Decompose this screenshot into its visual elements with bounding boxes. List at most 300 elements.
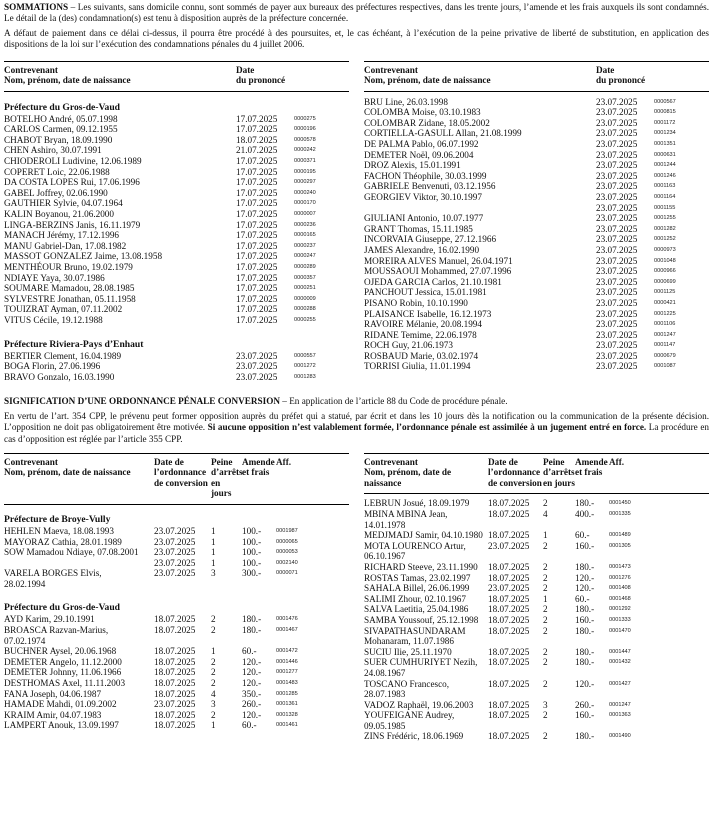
pronounced-date: 23.07.2025 — [596, 329, 638, 340]
section-heading: Préfecture du Gros-de-Vaud — [4, 101, 121, 113]
table-row — [4, 372, 349, 383]
case-reference: 0000679 — [654, 352, 676, 359]
offender-name-line: HAMADE Mahdi, 01.09.2002 — [4, 699, 117, 710]
pronounced-date: 23.07.2025 — [596, 149, 638, 160]
case-reference: 0000357 — [294, 274, 316, 281]
offender-name — [364, 604, 488, 615]
offender-birthdate-line: 24.08.1967 — [364, 667, 406, 678]
pronounced-date: 23.07.2025 — [596, 223, 638, 234]
pronounced-date: 23.07.2025 — [596, 319, 638, 330]
offender-name — [364, 203, 596, 214]
table-row — [4, 699, 349, 710]
offender-name: BRAVO Gonzalo, 16.03.1990 — [4, 371, 115, 382]
signification-paragraph-2 — [4, 411, 709, 445]
case-reference: 0001432 — [609, 659, 631, 666]
offender-name-line: VADOZ Raphaël, 19.06.2003 — [364, 699, 474, 710]
conversion-date: 23.07.2025 — [154, 568, 196, 579]
sommations-heading: SOMMATIONS — [4, 2, 69, 12]
days-of-arrest: 2 — [543, 646, 548, 657]
case-reference: 0001361 — [276, 701, 298, 708]
offender-name-line: LEBRUN Josué, 18.09.1979 — [364, 498, 470, 509]
pronounced-date: 23.07.2025 — [236, 350, 278, 361]
offender-name-line: ROSTAS Tamas, 23.02.1997 — [364, 572, 471, 583]
days-of-arrest: 2 — [211, 678, 216, 689]
fine-amount: 100.- — [242, 525, 262, 536]
offender-name-line: BROASCA Razvan-Marius, — [4, 625, 109, 636]
table-row — [364, 97, 709, 108]
days-of-arrest: 2 — [211, 614, 216, 625]
pronounced-date: 17.07.2025 — [236, 156, 278, 166]
case-reference: 0000557 — [294, 352, 316, 359]
condemnations-column-left — [4, 61, 349, 383]
conversion-date: 18.07.2025 — [488, 498, 530, 509]
table-row — [364, 213, 709, 224]
table-row — [4, 262, 349, 273]
days-of-arrest: 2 — [543, 561, 548, 572]
pronounced-date: 17.07.2025 — [236, 240, 278, 251]
offender-name: BERTIER Clement, 16.04.1989 — [4, 350, 122, 361]
table-row — [364, 361, 709, 372]
offender-name — [364, 509, 488, 530]
offender-name — [4, 614, 154, 625]
offender-name-line: SIVAPATHASUNDARAM — [364, 625, 466, 636]
case-reference: 0002140 — [276, 559, 298, 566]
pronounced-date: 23.07.2025 — [596, 276, 638, 287]
offender-name — [4, 547, 154, 558]
conversion-date: 18.07.2025 — [154, 688, 196, 699]
fine-amount: 260.- — [575, 699, 595, 710]
table-row — [4, 625, 349, 646]
pronounced-date: 23.07.2025 — [596, 244, 638, 255]
offender-name — [364, 710, 488, 731]
pronounced-date: 23.07.2025 — [596, 170, 638, 181]
offender-name — [4, 667, 154, 678]
offender-birthdate-line: Mohanaram, 11.07.1986 — [364, 636, 454, 647]
conversion-date: 18.07.2025 — [488, 561, 530, 572]
header-peine: Peine — [543, 456, 565, 467]
case-reference: 0001277 — [276, 669, 298, 676]
days-of-arrest: 3 — [211, 568, 216, 579]
days-of-arrest: 4 — [211, 688, 216, 699]
days-of-arrest: 2 — [543, 604, 548, 615]
case-reference: 0001483 — [276, 680, 298, 687]
offender-name: RAVOIRE Mélanie, 20.08.1994 — [364, 319, 482, 330]
fine-amount: 120.- — [242, 667, 262, 678]
table-row — [364, 224, 709, 235]
header-arrets: d’arrêts — [543, 467, 575, 478]
pronounced-date: 23.07.2025 — [596, 350, 638, 361]
case-reference: 0001155 — [654, 204, 676, 211]
case-reference: 0000009 — [294, 295, 316, 302]
table-row — [364, 530, 709, 541]
table-row — [4, 547, 349, 558]
conversion-date: 18.07.2025 — [488, 657, 530, 668]
case-reference: 0000195 — [294, 168, 316, 175]
offender-name: MENTHÉOUR Bruno, 19.02.1979 — [4, 261, 133, 272]
offender-name — [364, 583, 488, 594]
offender-name: INCORVAIA Giuseppe, 27.12.1966 — [364, 234, 497, 245]
table-row — [364, 266, 709, 277]
offender-name: DE PALMA Pablo, 06.07.1992 — [364, 139, 479, 149]
offender-name: CHIODEROLI Ludivine, 12.06.1989 — [4, 156, 142, 166]
offender-name-line: VARELA BORGES Elvis, — [4, 568, 102, 579]
case-reference: 0001246 — [654, 172, 676, 179]
conversion-date: 18.07.2025 — [488, 731, 530, 742]
table-row — [4, 667, 349, 678]
days-of-arrest: 1 — [211, 720, 216, 731]
table-row — [4, 241, 349, 252]
pronounced-date: 17.07.2025 — [236, 219, 278, 230]
table-row — [4, 568, 349, 589]
table-row — [4, 114, 349, 125]
spacer — [4, 326, 349, 334]
case-reference: 0001225 — [654, 310, 676, 317]
table-row — [364, 626, 709, 647]
case-reference: 0000065 — [276, 538, 298, 545]
case-reference: 0000053 — [276, 549, 298, 556]
conversion-date: 18.07.2025 — [154, 678, 196, 689]
offender-name — [4, 689, 154, 700]
days-of-arrest: 2 — [543, 614, 548, 625]
offender-name-line: SOW Mamadou Ndiaye, 07.08.2001 — [4, 547, 139, 558]
table-row — [364, 731, 709, 742]
conversion-date: 18.07.2025 — [154, 709, 196, 720]
conversion-date: 18.07.2025 — [154, 614, 196, 625]
offender-name: CHEN Ashiro, 30.07.1991 — [4, 145, 102, 156]
table-row — [364, 139, 709, 150]
case-reference: 0001472 — [276, 648, 298, 655]
pronounced-date: 17.07.2025 — [236, 293, 278, 304]
offender-name — [4, 710, 154, 721]
offender-name-line: MAYORAZ Cathia, 28.01.1989 — [4, 536, 122, 547]
header-amende: Amende — [242, 456, 275, 467]
table-row — [4, 315, 349, 326]
offender-name: GEORGIEV Viktor, 30.10.1997 — [364, 191, 482, 202]
sommations-text: – Les suivants, sans domicile connu, sont sommés de payer aux bureaux des préfectures respectives, dans les trente jours, l’amende et les frais auxquels ils sont condamnés. Le détail de la (des) condamnation(s) est tenu à disposition auprès de la préfecture concernée. — [4, 2, 709, 24]
pronounced-date: 17.07.2025 — [236, 177, 278, 188]
offender-birthdate-line: 28.02.1994 — [4, 578, 46, 589]
table-row — [4, 220, 349, 231]
offender-name — [4, 699, 154, 710]
case-reference: 0000165 — [294, 232, 316, 239]
pronounced-date: 23.07.2025 — [596, 202, 638, 213]
table-row — [364, 594, 709, 605]
pronounced-date: 23.07.2025 — [596, 139, 638, 149]
case-reference: 0000247 — [294, 253, 316, 260]
table-row — [364, 128, 709, 139]
offender-name: BOTELHO André, 05.07.1998 — [4, 113, 118, 124]
pronounced-date: 23.07.2025 — [596, 308, 638, 319]
table-row — [364, 277, 709, 288]
offender-name: PANCHOUT Jessica, 15.01.1981 — [364, 287, 487, 298]
fine-amount: 120.- — [575, 678, 595, 689]
conversion-date: 18.07.2025 — [488, 710, 530, 721]
header-frais: et frais — [242, 467, 270, 478]
offender-name-line: SALIMI Zhour, 02.10.1967 — [364, 593, 466, 604]
table-row — [4, 273, 349, 284]
header-date-de: Date de — [488, 456, 518, 467]
table-row — [4, 167, 349, 178]
table-row — [364, 192, 709, 203]
case-reference: 0000170 — [294, 200, 316, 207]
table-header — [364, 62, 709, 92]
offender-name-line: RICHARD Steeve, 23.11.1990 — [364, 561, 478, 572]
conversion-date: 23.07.2025 — [488, 583, 530, 594]
fine-amount: 350.- — [242, 688, 262, 699]
offender-name: SYLVESTRE Jonathan, 05.11.1958 — [4, 293, 136, 304]
table-row — [4, 361, 349, 372]
offender-name: CORTIELLA-GASULL Allan, 21.08.1999 — [364, 128, 522, 139]
fine-amount: 100.- — [242, 557, 262, 568]
table-row — [4, 537, 349, 548]
offender-name-line: DESTHOMAS Axel, 11.11.2003 — [4, 678, 126, 689]
conversion-date: 18.07.2025 — [488, 572, 530, 583]
table-row — [4, 135, 349, 146]
table-row — [4, 689, 349, 700]
case-reference: 0000251 — [294, 285, 316, 292]
fine-amount: 300.- — [242, 568, 262, 579]
pronounced-date: 23.07.2025 — [596, 340, 638, 351]
pronounced-date: 17.07.2025 — [236, 230, 278, 241]
table-row — [364, 583, 709, 594]
offender-name: DEMETER Noël, 09.06.2004 — [364, 149, 474, 160]
conversion-date: 18.07.2025 — [154, 667, 196, 678]
case-reference: 0000371 — [294, 158, 316, 164]
offender-name-line: DEMETER Johnny, 11.06.1966 — [4, 667, 122, 678]
days-of-arrest: 2 — [543, 625, 548, 636]
offender-name: BOGA Florin, 27.06.1996 — [4, 361, 101, 372]
case-reference: 0001283 — [294, 373, 316, 380]
offender-name-line: AYD Karim, 29.10.1991 — [4, 614, 95, 625]
fine-amount: 400.- — [575, 509, 595, 519]
case-reference: 0000236 — [294, 221, 316, 228]
conversion-column-right — [364, 453, 709, 742]
offender-name: VITUS Cécile, 19.12.1988 — [4, 314, 103, 325]
days-of-arrest: 2 — [211, 667, 216, 678]
table-row — [4, 558, 349, 569]
case-reference: 0001450 — [609, 500, 631, 507]
case-reference: 0001276 — [609, 574, 631, 581]
offender-name — [4, 568, 154, 589]
case-reference: 0001247 — [609, 701, 631, 708]
pronounced-date: 23.07.2025 — [596, 297, 638, 308]
offender-name: MANACH Jérémy, 17.12.1996 — [4, 230, 120, 241]
offender-name: DA COSTA LOPES Rui, 17.06.1996 — [4, 177, 140, 188]
case-reference: 0001473 — [609, 563, 631, 570]
offender-name-line: LAMPERT Anouk, 13.09.1997 — [4, 720, 119, 731]
offender-name: JAMES Alexandre, 16.02.1990 — [364, 244, 480, 255]
case-reference: 0000255 — [294, 316, 316, 323]
pronounced-date: 23.07.2025 — [596, 191, 638, 202]
table-row — [364, 107, 709, 118]
offender-name-line: FANA Joseph, 04.06.1987 — [4, 688, 102, 699]
days-of-arrest: 3 — [543, 699, 548, 710]
pronounced-date: 17.07.2025 — [236, 251, 278, 262]
conversion-date: 18.07.2025 — [488, 530, 530, 541]
header-ordonnance: l’ordonnance — [154, 467, 207, 478]
table-row — [4, 678, 349, 689]
table-row — [364, 118, 709, 129]
conversion-date: 18.07.2025 — [488, 646, 530, 657]
signification-text: – En application de l’article 88 du Code de procédure pénale. — [280, 396, 508, 407]
table-row — [364, 245, 709, 256]
pronounced-date: 17.07.2025 — [236, 261, 278, 272]
offender-name-line: YOUFEIGANE Audrey, 09.05.1985 — [364, 710, 455, 731]
header-aff: Aff. — [609, 456, 625, 467]
offender-name — [4, 558, 154, 569]
case-reference: 0001164 — [654, 193, 676, 200]
case-reference: 0000240 — [294, 189, 316, 196]
pronounced-date: 23.07.2025 — [596, 361, 638, 372]
sommations-paragraph — [4, 2, 709, 25]
header-conversion: de conversion — [154, 477, 208, 488]
case-reference: 0001247 — [654, 331, 676, 338]
conversion-date: 23.07.2025 — [154, 536, 196, 547]
table-row — [364, 657, 709, 678]
case-reference: 0000815 — [654, 109, 676, 116]
offender-name: KALIN Boyanou, 21.06.2000 — [4, 208, 114, 219]
case-reference: 0001147 — [654, 342, 676, 349]
header-frais: et frais — [575, 467, 603, 478]
header-contrevenant: Contrevenant — [4, 64, 58, 75]
offender-name — [4, 625, 154, 646]
case-reference: 0001335 — [609, 511, 631, 517]
table-row — [364, 710, 709, 731]
table-row — [364, 562, 709, 573]
case-reference: 0001470 — [609, 627, 631, 634]
conversion-date: 18.07.2025 — [154, 646, 196, 657]
offender-name — [364, 626, 488, 647]
table-row — [4, 251, 349, 262]
signification-text-3: La procédure en cas d’opposition est réglée par l’article 355 CPP. — [4, 422, 710, 444]
fine-amount: 120.- — [242, 656, 262, 667]
days-of-arrest: 2 — [211, 656, 216, 667]
case-reference: 0000966 — [654, 268, 676, 275]
header-date: Date — [236, 64, 255, 75]
fine-amount: 180.- — [575, 604, 595, 615]
offender-name — [364, 530, 488, 541]
case-reference: 0001476 — [276, 616, 298, 623]
table-row — [364, 615, 709, 626]
case-reference: 0000699 — [654, 278, 676, 285]
table-row — [364, 351, 709, 362]
days-of-arrest: 2 — [543, 678, 548, 689]
section-heading: Préfecture du Gros-de-Vaud — [4, 602, 121, 614]
table-row — [4, 145, 349, 156]
table-row — [4, 657, 349, 668]
case-reference: 0001490 — [609, 733, 631, 740]
document-page — [4, 0, 709, 742]
conversion-date: 18.07.2025 — [154, 656, 196, 667]
pronounced-date: 17.07.2025 — [236, 124, 278, 135]
conversion-table — [4, 453, 709, 742]
days-of-arrest: 2 — [543, 540, 548, 551]
conversion-date: 18.07.2025 — [488, 509, 530, 519]
offender-name-line: SAHALA Billel, 26.06.1999 — [364, 583, 470, 594]
conversion-date: 23.07.2025 — [154, 557, 196, 568]
offender-name — [4, 678, 154, 689]
offender-name-line: SUER CUMHURIYET Nezih, — [364, 657, 478, 668]
offender-name: MASSOT GONZALEZ Jaime, 13.08.1958 — [4, 251, 163, 262]
case-reference: 0000196 — [294, 126, 316, 133]
table-row — [364, 203, 709, 214]
case-reference: 0001305 — [609, 542, 631, 549]
case-reference: 0000631 — [654, 151, 676, 158]
pronounced-date: 17.07.2025 — [236, 208, 278, 219]
pronounced-date: 17.07.2025 — [236, 166, 278, 177]
sommations-paragraph-2: A défaut de paiement dans ce délai ci-dessus, il pourra être procédé à des poursuites, et, le cas échéant, à l’exécution de la peine privative de liberté de substitution, en application des dispositions de la loi sur l’exécution des condamnations pénales du 4 juillet 2006. — [4, 27, 709, 50]
pronounced-date: 17.07.2025 — [236, 198, 278, 209]
days-of-arrest: 2 — [543, 498, 548, 509]
days-of-arrest: 4 — [543, 509, 548, 519]
pronounced-date: 23.07.2025 — [596, 181, 638, 192]
table-row — [4, 198, 349, 209]
pronounced-date: 17.07.2025 — [236, 304, 278, 315]
header-conversion: de conversion — [488, 477, 542, 488]
offender-name — [364, 647, 488, 658]
offender-name-line: MEDJMADJ Samir, 04.10.1980 — [364, 530, 483, 541]
days-of-arrest: 2 — [543, 731, 548, 742]
case-reference: 0000578 — [294, 136, 316, 143]
case-reference: 0000275 — [294, 115, 316, 122]
conversion-column-left — [4, 453, 349, 742]
days-of-arrest: 1 — [211, 646, 216, 657]
table-row — [4, 188, 349, 199]
table-row — [364, 171, 709, 182]
offender-name: LINGA-BERZINS Janis, 16.11.1979 — [4, 219, 141, 230]
case-reference: 0000242 — [294, 147, 316, 154]
case-reference: 0001172 — [654, 119, 676, 126]
pronounced-date: 17.07.2025 — [236, 187, 278, 198]
case-reference: 0001252 — [654, 236, 676, 243]
fine-amount: 100.- — [242, 536, 262, 547]
days-of-arrest: 1 — [543, 593, 548, 604]
days-of-arrest: 2 — [211, 709, 216, 720]
table-row — [364, 647, 709, 658]
offender-name: CARLOS Carmen, 09.12.1955 — [4, 124, 118, 135]
offender-name-line: KRAIM Amir, 04.07.1983 — [4, 709, 102, 720]
case-reference: 0001351 — [654, 141, 676, 147]
section-heading: Préfecture Riviera-Pays d’Enhaut — [4, 338, 144, 350]
table-row — [4, 124, 349, 135]
case-reference: 0001408 — [609, 585, 631, 592]
signification-paragraph — [4, 396, 709, 407]
table-row — [364, 319, 709, 330]
table-row — [364, 287, 709, 298]
offender-name — [364, 657, 488, 678]
pronounced-date: 17.07.2025 — [236, 283, 278, 294]
days-of-arrest: 2 — [543, 710, 548, 721]
conversion-date: 23.07.2025 — [154, 547, 196, 558]
pronounced-date: 23.07.2025 — [596, 107, 638, 118]
case-reference: 0001333 — [609, 616, 631, 623]
table-row — [364, 181, 709, 192]
offender-name: GAUTHIER Sylvie, 04.07.1964 — [4, 198, 123, 209]
case-reference: 0001446 — [276, 658, 298, 665]
conversion-date: 18.07.2025 — [154, 720, 196, 731]
fine-amount: 120.- — [575, 583, 595, 594]
days-of-arrest: 1 — [211, 557, 216, 568]
case-reference: 0001087 — [654, 363, 676, 370]
offender-name-line: SUCIU Ilie, 25.11.1970 — [364, 646, 452, 657]
fine-amount: 180.- — [575, 657, 595, 668]
days-of-arrest: 2 — [543, 583, 548, 594]
case-reference: 0001467 — [276, 627, 298, 634]
offender-name-line: SALVA Laetitia, 25.04.1986 — [364, 604, 469, 615]
case-reference: 0001468 — [609, 595, 631, 602]
days-of-arrest: 2 — [543, 572, 548, 583]
case-reference: 0001328 — [276, 711, 298, 718]
